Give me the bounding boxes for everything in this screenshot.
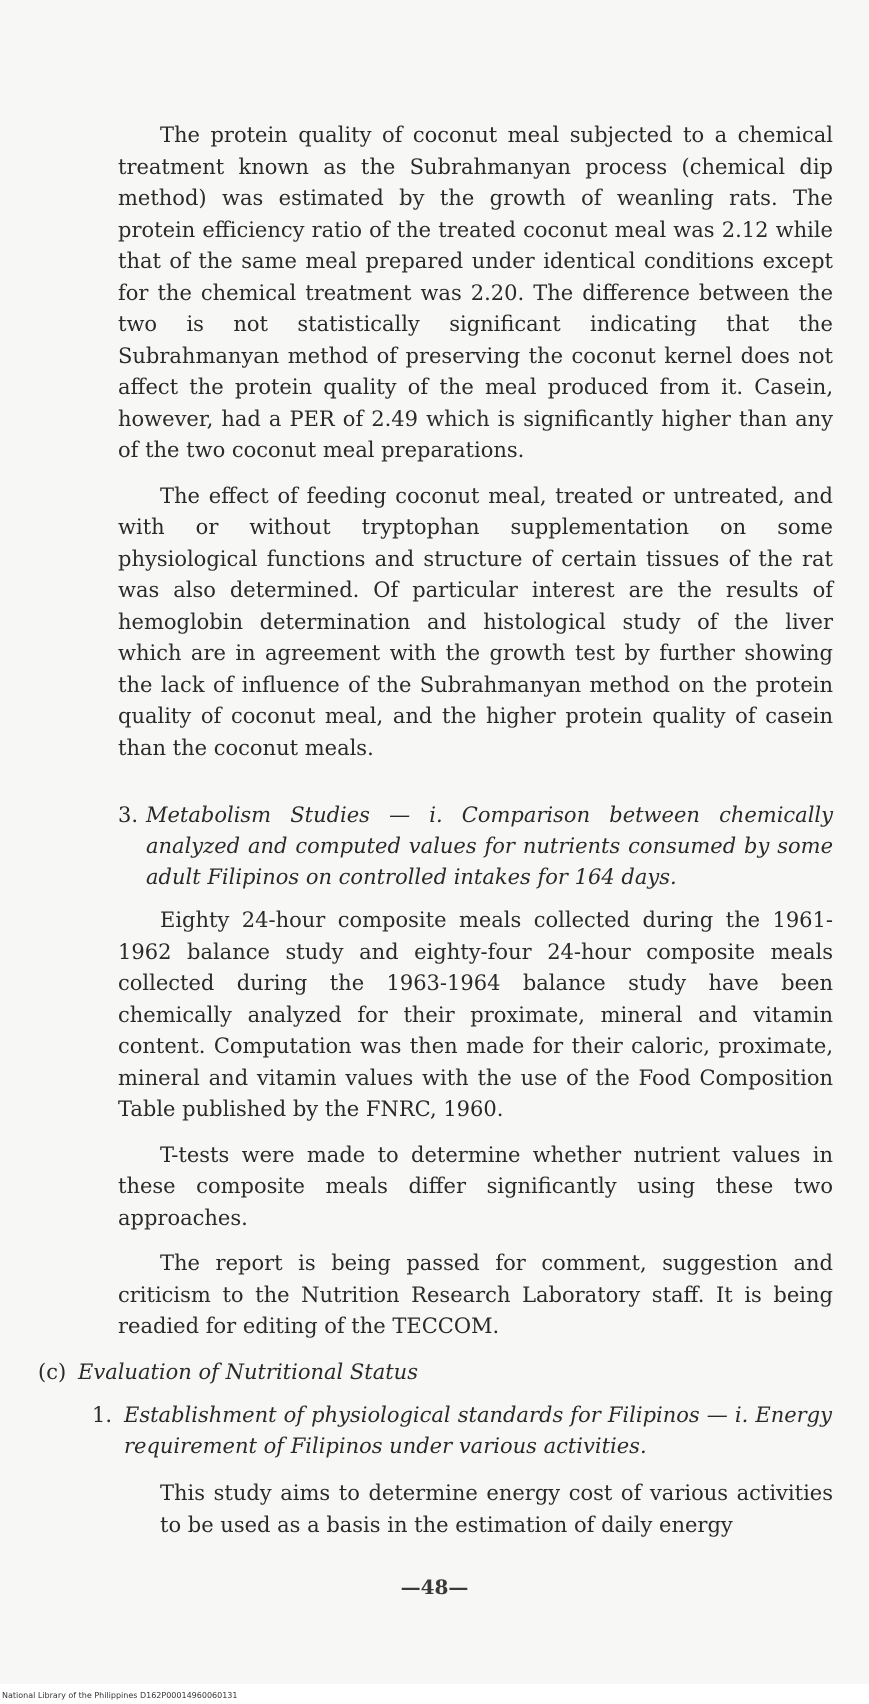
page-number: —48—	[400, 1575, 469, 1599]
section-title: Evaluation of Nutritional Status	[78, 1360, 418, 1384]
section-label: (c)	[38, 1360, 67, 1384]
section-heading-c	[38, 1357, 828, 1388]
heading-metabolism-studies	[118, 800, 833, 893]
paragraph-composite-meals: Eighty 24-hour composite meals collected during the 1961-1962 balance study and eighty-four 24-hour composite meals collected during the 1963-1964 balance study have been chemically analyzed for their proximate, mineral and vitamin content. Computation was then made for their caloric, proximate, mineral and vitamin values with the use of the Food Composition Table published by the FNRC, 1960.	[118, 908, 833, 1121]
paragraph-feeding-effect: The effect of feeding coconut meal, treated or untreated, and with or without tryptophan supplementation on some physiological functions and structure of certain tissues of the rat was also determined. Of particular interest are the results of hemoglobin determination and histological study of the liver which are in agreement with the growth test by further showing the lack of influence of the Subrahmanyan method on the protein quality of coconut meal, and the higher protein quality of casein than the coconut meals.	[118, 483, 833, 760]
paragraph-energy-cost: This study aims to determine energy cost of various activities to be used as a basis in the estimation of daily energy	[160, 1481, 833, 1537]
heading-text: Establishment of physiological standards for Filipinos — i. Energy requirement of Filipinos under various activities.	[124, 1403, 832, 1458]
body-text-middle	[118, 905, 833, 1343]
heading-number: 3.	[118, 803, 139, 827]
paragraph-report: The report is being passed for comment, suggestion and criticism to the Nutrition Research Laboratory staff. It is being readied for editing of the TECCOM.	[118, 1251, 833, 1338]
footer-strip	[0, 1684, 869, 1704]
paragraph-protein-quality: The protein quality of coconut meal subjected to a chemical treatment known as the Subrahmanyan process (chemical dip method) was estimated by the growth of weanling rats. The protein efficiency ratio of the treated coconut meal was 2.12 while that of the same meal prepared under identical conditions except for the chemical treatment was 2.20. The difference between the two is not statistically significant indicating that the Subrahmanyan method of preserving the coconut kernel does not affect the protein quality of the meal produced from it. Casein, however, had a PER of 2.49 which is significantly higher than any of the two coconut meal preparations.	[118, 123, 833, 462]
body-text-bottom	[118, 1478, 833, 1541]
body-text-top	[118, 120, 833, 764]
footer-attribution: National Library of the Philippines D162P00014960060131	[2, 1691, 238, 1700]
paragraph-t-tests: T-tests were made to determine whether nutrient values in these composite meals differ significantly using these two approaches.	[118, 1142, 833, 1230]
heading-number: 1.	[92, 1403, 113, 1427]
heading-physiological-standards	[92, 1400, 832, 1462]
heading-text: Metabolism Studies — i. Comparison between chemically analyzed and computed values for nutrients consumed by some adult Filipinos on controlled intakes for 164 days.	[146, 803, 833, 889]
